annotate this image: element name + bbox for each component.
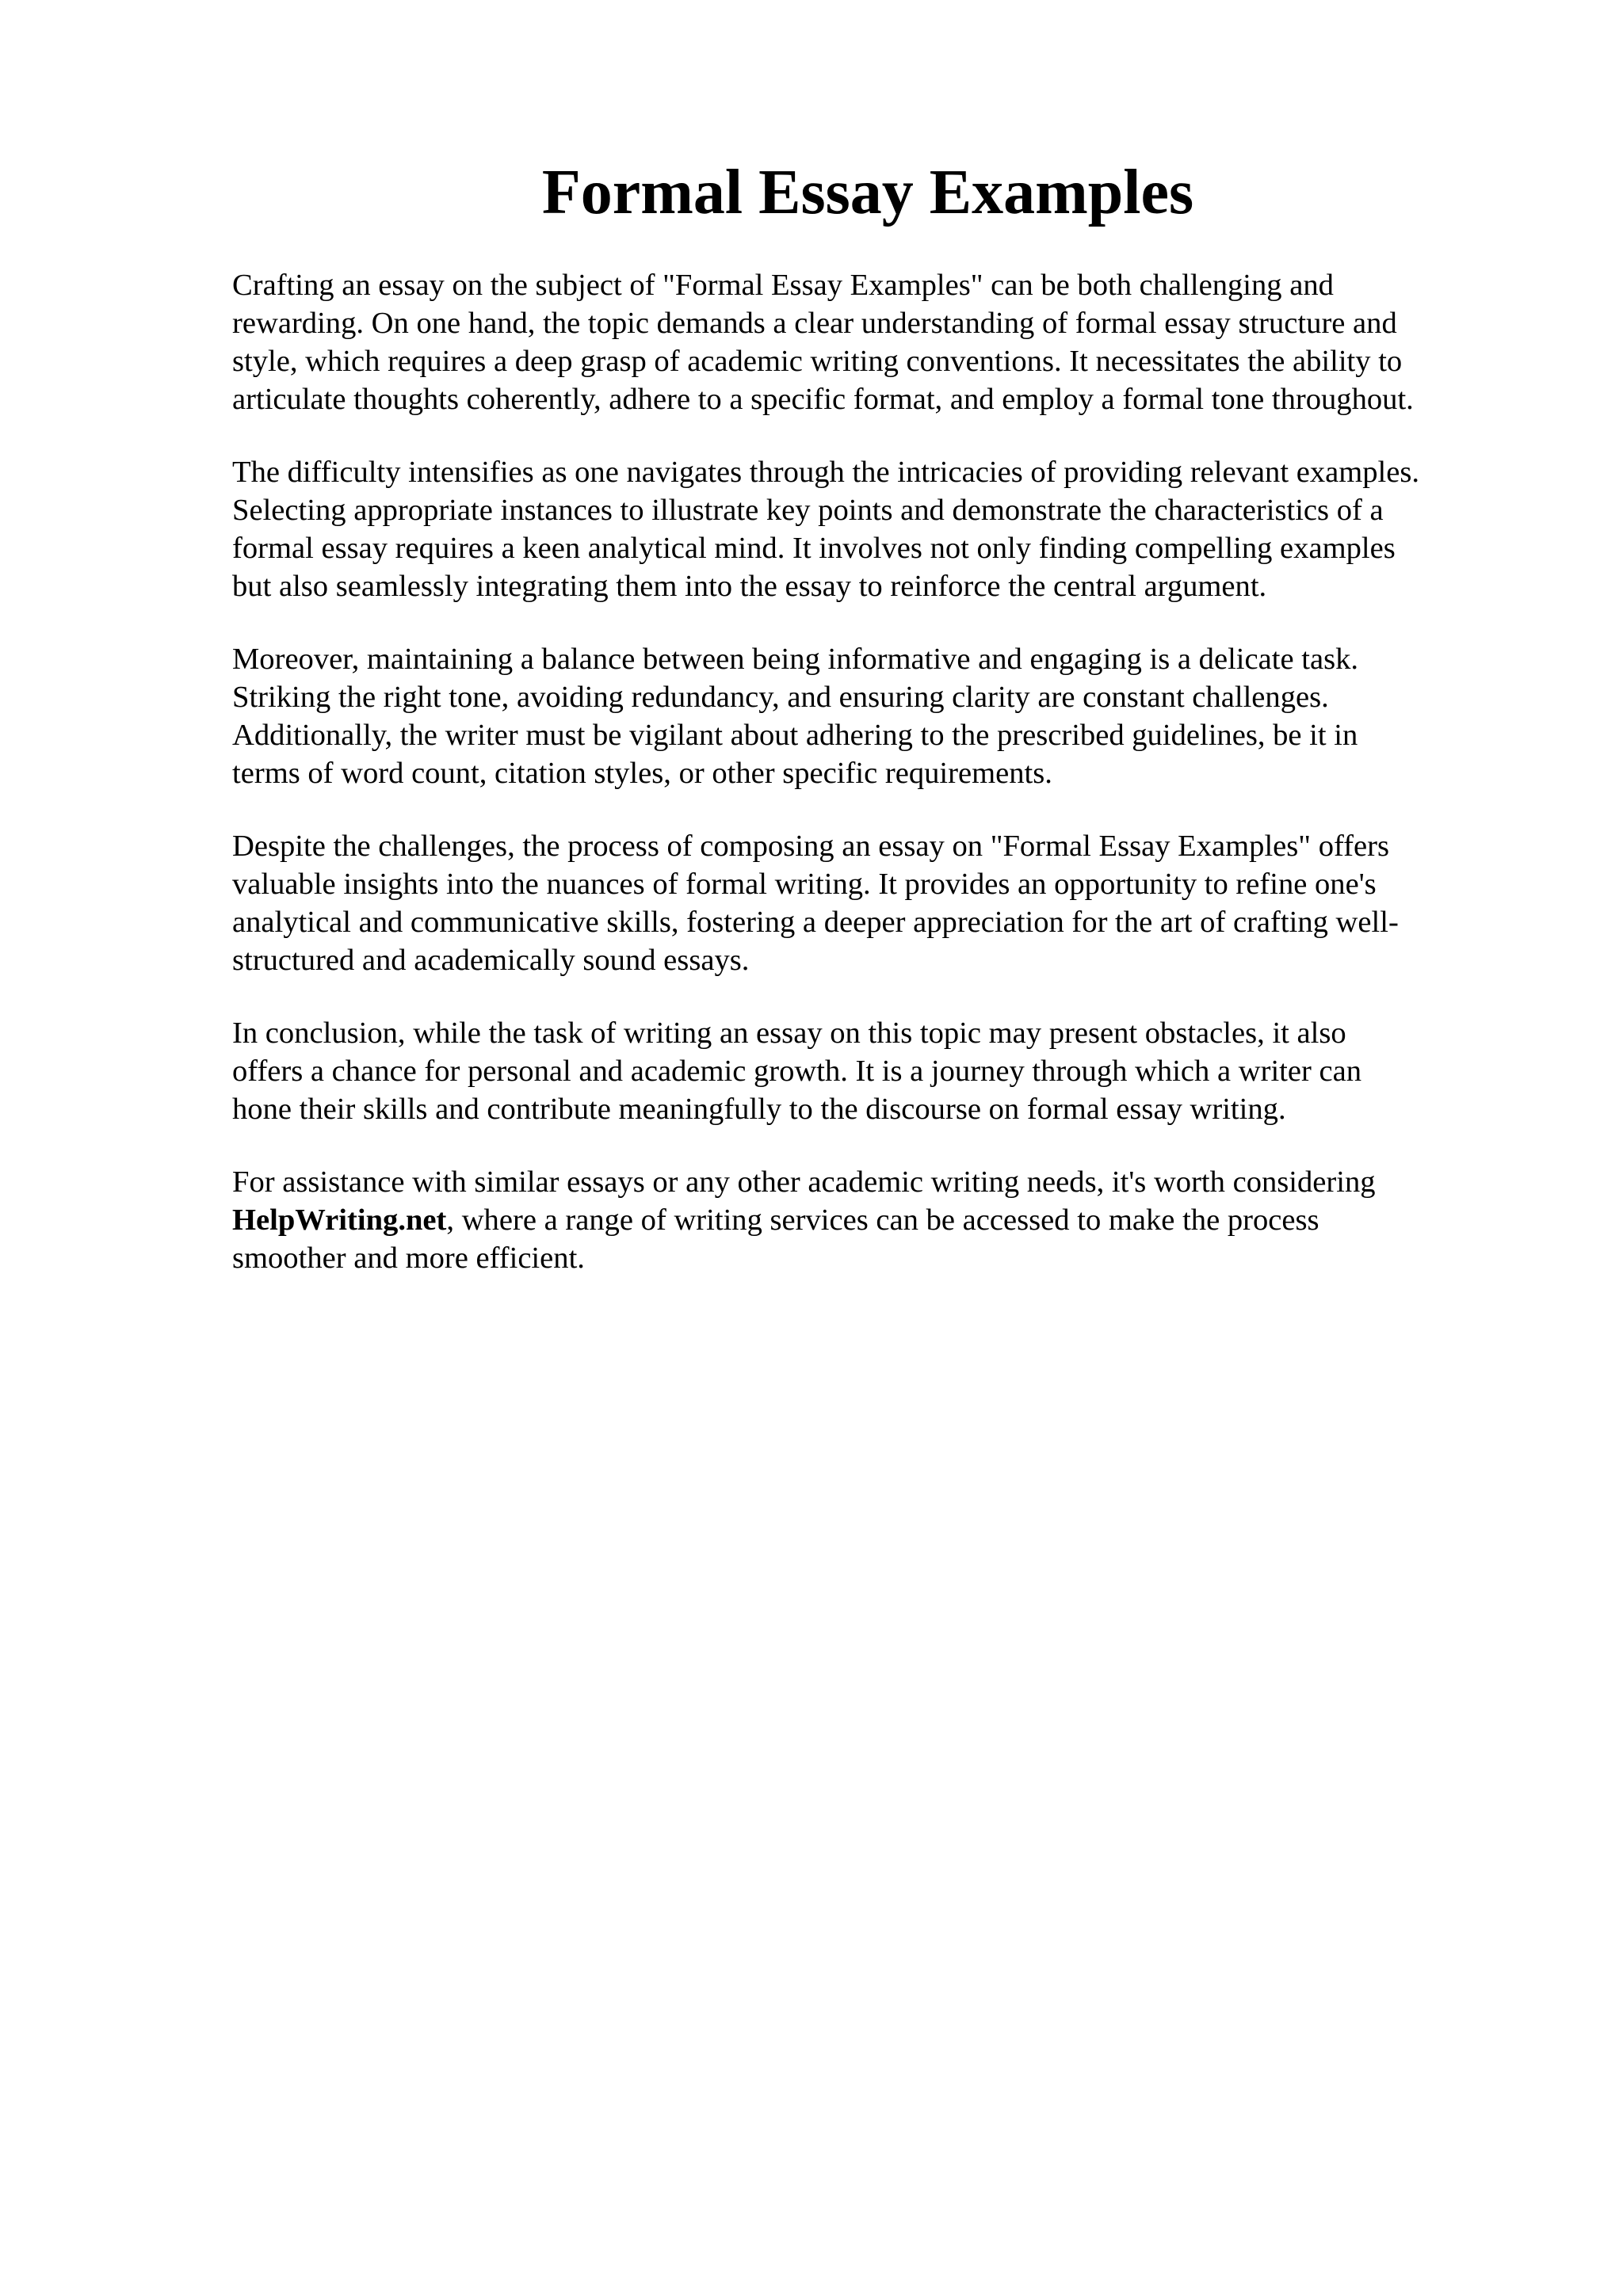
assistance-tail-text: , where a range of writing services can be accessed to make the process smoother and more efficient. [232, 1203, 1319, 1275]
paragraph-insights: Despite the challenges, the process of composing an essay on "Formal Essay Examples" offers valuable insights into the nuances of formal writing. It provides an opportunity to refine one's analytical and communicative skills, fostering a deeper appreciation for the art of crafting well- structured and academically sound essays. [232, 830, 1399, 977]
document-title: Formal Essay Examples [541, 158, 1194, 227]
brand-name: HelpWriting.net [232, 1203, 447, 1237]
document-body [232, 266, 1516, 1312]
paragraph-intro: Crafting an essay on the subject of "Formal Essay Examples" can be both challenging and rewarding. On one hand, the topic demands a clear understanding of formal essay structure and style, which requires a deep grasp of academic writing conventions. It necessitates the ability to articulate thoughts coherently, adhere to a specific format, and employ a formal tone throughout. [232, 269, 1414, 416]
paragraph-conclusion: In conclusion, while the task of writing an essay on this topic may present obstacles, it also offers a chance for personal and academic growth. It is a journey through which a writer can hone their skills and contribute meaningfully to the discourse on formal essay writing. [232, 1016, 1362, 1126]
paragraph-difficulty: The difficulty intensifies as one navigates through the intricacies of providing relevant examples. Selecting appropriate instances to illustrate key points and demonstrate the characteristics of a formal essay requires a keen analytical mind. It involves not only finding compelling examples but also seamlessly integrating them into the essay to reinforce the central argument. [232, 456, 1420, 603]
paragraph-balance: Moreover, maintaining a balance between being informative and engaging is a delicate task. Striking the right tone, avoiding redundancy, and ensuring clarity are constant challenges. Additionally, the writer must be vigilant about adhering to the prescribed guidelines, be it in terms of word count, citation styles, or other specific requirements. [232, 643, 1359, 790]
paragraph-assistance [232, 1163, 1516, 1277]
assistance-lead-text: For assistance with similar essays or any other academic writing needs, it's worth considering [232, 1165, 1376, 1199]
